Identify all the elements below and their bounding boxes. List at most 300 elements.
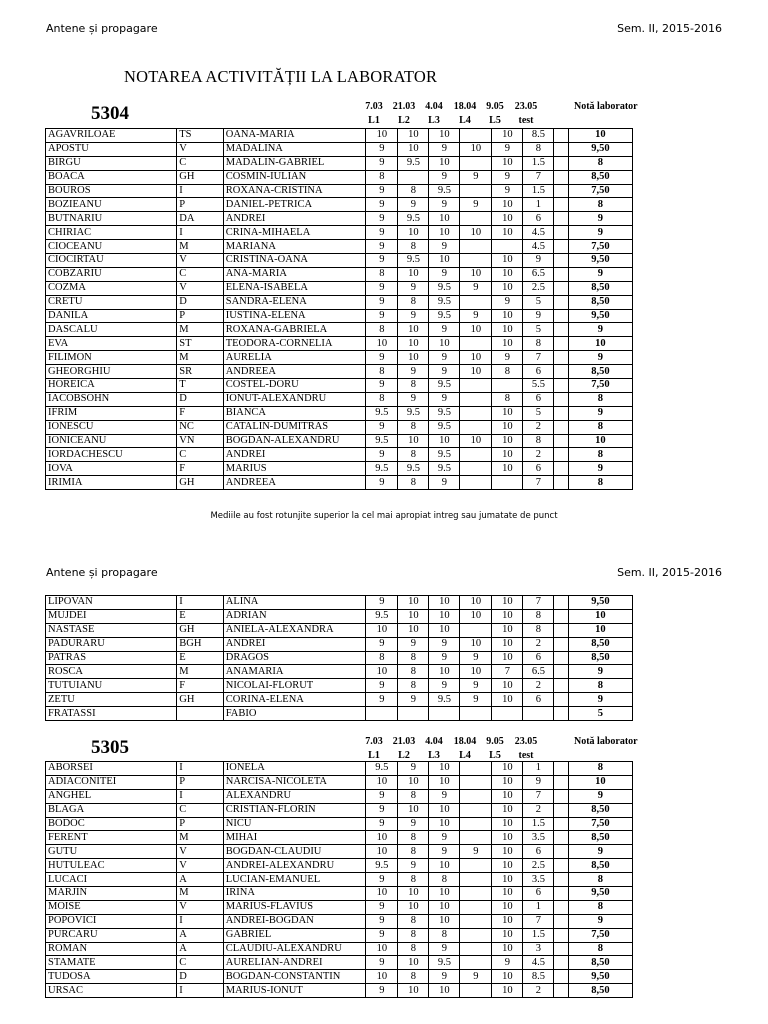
cell-surname: IOVA [46, 462, 177, 476]
cell-final-grade: 10 [568, 434, 632, 448]
cell-first-name: IRINA [223, 887, 366, 901]
cell-blank [554, 295, 568, 309]
cell-final-grade: 9 [568, 789, 632, 803]
cell-first-name: CLAUDIU-ALEXANDRU [223, 942, 366, 956]
cell-l5: 10 [492, 914, 523, 928]
cell-l2: 9.5 [398, 212, 429, 226]
cell-l3: 10 [429, 596, 460, 610]
lab-label: L1 [368, 750, 380, 761]
cell-blank [554, 775, 568, 789]
cell-l2: 10 [398, 623, 429, 637]
cell-l3: 9.5 [429, 379, 460, 393]
cell-l4: 10 [460, 609, 492, 623]
cell-initial: M [177, 887, 224, 901]
cell-first-name: CATALIN-DUMITRAS [223, 420, 366, 434]
cell-first-name: ROXANA-GABRIELA [223, 323, 366, 337]
cell-test: 8.5 [523, 129, 554, 143]
cell-surname: ROSCA [46, 665, 177, 679]
cell-l2: 10 [398, 434, 429, 448]
cell-final-grade: 10 [568, 609, 632, 623]
lab-label: L2 [398, 115, 410, 126]
cell-final-grade: 8,50 [568, 281, 632, 295]
cell-blank [554, 267, 568, 281]
cell-initial: I [177, 762, 224, 776]
cell-surname: BUTNARIU [46, 212, 177, 226]
cell-surname: PATRAS [46, 651, 177, 665]
cell-test: 1.5 [523, 156, 554, 170]
cell-l5: 10 [492, 970, 523, 984]
cell-first-name: CORINA-ELENA [223, 693, 366, 707]
cell-l3: 9.5 [429, 406, 460, 420]
cell-surname: COZMA [46, 281, 177, 295]
cell-blank [554, 365, 568, 379]
cell-first-name: MARIUS-IONUT [223, 984, 366, 998]
cell-l4: 9 [460, 198, 492, 212]
cell-first-name: ANDREI-BOGDAN [223, 914, 366, 928]
cell-surname: GUTU [46, 845, 177, 859]
cell-l2: 10 [398, 129, 429, 143]
cell-final-grade: 9,50 [568, 887, 632, 901]
table-row [46, 845, 633, 859]
cell-l4 [460, 184, 492, 198]
cell-first-name: BOGDAN-ALEXANDRU [223, 434, 366, 448]
table-row [46, 379, 633, 393]
table-row [46, 775, 633, 789]
course-name-page2: Antene și propagare [46, 566, 158, 579]
table-row [46, 184, 633, 198]
cell-final-grade: 8,50 [568, 831, 632, 845]
cell-l3: 9.5 [429, 309, 460, 323]
cell-l2: 8 [398, 831, 429, 845]
cell-l3: 9.5 [429, 281, 460, 295]
cell-test: 6.5 [523, 665, 554, 679]
cell-surname: CRETU [46, 295, 177, 309]
cell-first-name: TEODORA-CORNELIA [223, 337, 366, 351]
cell-l1: 9 [366, 596, 398, 610]
cell-initial: V [177, 900, 224, 914]
cell-l5: 9 [492, 956, 523, 970]
cell-l2: 8 [398, 914, 429, 928]
cell-initial: SR [177, 365, 224, 379]
cell-test: 9 [523, 309, 554, 323]
cell-l5: 10 [492, 323, 523, 337]
cell-l5: 10 [492, 198, 523, 212]
cell-l2: 8 [398, 679, 429, 693]
cell-test: 6 [523, 462, 554, 476]
table-row [46, 240, 633, 254]
cell-l2: 10 [398, 226, 429, 240]
cell-final-grade: 9 [568, 212, 632, 226]
cell-final-grade: 8,50 [568, 859, 632, 873]
cell-surname: BOZIEANU [46, 198, 177, 212]
cell-l4 [460, 254, 492, 268]
cell-blank [554, 212, 568, 226]
cell-l3: 9.5 [429, 693, 460, 707]
cell-l4 [460, 956, 492, 970]
cell-l2: 8 [398, 845, 429, 859]
cell-test: 6 [523, 693, 554, 707]
cell-blank [554, 323, 568, 337]
grades-table-5304-continued [45, 595, 633, 721]
cell-l1: 9 [366, 679, 398, 693]
cell-l2: 8 [398, 184, 429, 198]
cell-surname: IACOBSOHN [46, 392, 177, 406]
cell-l3: 9.5 [429, 295, 460, 309]
cell-first-name: ANAMARIA [223, 665, 366, 679]
cell-test: 2 [523, 420, 554, 434]
table-row [46, 198, 633, 212]
table-row [46, 693, 633, 707]
cell-l1: 9 [366, 803, 398, 817]
cell-l2: 9 [398, 637, 429, 651]
cell-first-name: COSTEL-DORU [223, 379, 366, 393]
cell-first-name: ALINA [223, 596, 366, 610]
cell-l2: 10 [398, 984, 429, 998]
cell-l1: 9 [366, 295, 398, 309]
cell-l5: 10 [492, 845, 523, 859]
cell-l5: 9 [492, 295, 523, 309]
cell-l4: 10 [460, 434, 492, 448]
cell-blank [554, 609, 568, 623]
grades-table-5304 [45, 128, 633, 490]
cell-first-name: ANDREI [223, 637, 366, 651]
cell-l4 [460, 942, 492, 956]
cell-blank [554, 184, 568, 198]
cell-l1 [366, 707, 398, 721]
cell-l2: 8 [398, 651, 429, 665]
cell-l1: 10 [366, 887, 398, 901]
cell-l3: 8 [429, 873, 460, 887]
cell-first-name: GABRIEL [223, 928, 366, 942]
cell-initial: NC [177, 420, 224, 434]
lab-date: 23.05 [514, 101, 538, 112]
cell-l5: 7 [492, 665, 523, 679]
cell-initial: F [177, 406, 224, 420]
cell-final-grade: 8 [568, 392, 632, 406]
lab-date: 21.03 [392, 101, 416, 112]
table-row [46, 448, 633, 462]
cell-initial: P [177, 198, 224, 212]
cell-surname: MUJDEI [46, 609, 177, 623]
table-row [46, 596, 633, 610]
cell-l4 [460, 129, 492, 143]
cell-blank [554, 420, 568, 434]
cell-l2: 10 [398, 887, 429, 901]
cell-l3: 10 [429, 129, 460, 143]
cell-l3: 10 [429, 900, 460, 914]
cell-final-grade: 8,50 [568, 651, 632, 665]
cell-l3: 9.5 [429, 448, 460, 462]
cell-test: 7 [523, 596, 554, 610]
cell-l1: 9.5 [366, 462, 398, 476]
cell-initial: D [177, 970, 224, 984]
cell-first-name: CRISTIAN-FLORIN [223, 803, 366, 817]
cell-test: 6 [523, 212, 554, 226]
cell-l3: 10 [429, 803, 460, 817]
cell-l1: 9 [366, 281, 398, 295]
cell-l5: 10 [492, 873, 523, 887]
table-row [46, 142, 633, 156]
cell-surname: HUTULEAC [46, 859, 177, 873]
cell-l1: 9 [366, 254, 398, 268]
cell-final-grade: 8 [568, 942, 632, 956]
cell-surname: FILIMON [46, 351, 177, 365]
lab-date: 18.04 [453, 736, 477, 747]
cell-first-name: ANDREEA [223, 365, 366, 379]
cell-l1: 9.5 [366, 609, 398, 623]
cell-test: 2.5 [523, 859, 554, 873]
cell-initial: A [177, 928, 224, 942]
cell-initial: GH [177, 170, 224, 184]
cell-test: 1 [523, 198, 554, 212]
table-row [46, 873, 633, 887]
cell-initial: GH [177, 623, 224, 637]
cell-initial: P [177, 775, 224, 789]
cell-test: 5.5 [523, 379, 554, 393]
cell-blank [554, 623, 568, 637]
cell-blank [554, 170, 568, 184]
cell-blank [554, 970, 568, 984]
cell-surname: FRATASSI [46, 707, 177, 721]
cell-surname: PADURARU [46, 637, 177, 651]
cell-l4 [460, 803, 492, 817]
cell-test: 8 [523, 337, 554, 351]
grades-table-5305 [45, 761, 633, 998]
cell-l1: 9.5 [366, 434, 398, 448]
cell-l1: 9 [366, 351, 398, 365]
cell-l1: 9.5 [366, 406, 398, 420]
cell-initial: F [177, 462, 224, 476]
cell-l1: 9 [366, 184, 398, 198]
cell-l1: 10 [366, 775, 398, 789]
cell-l1: 9.5 [366, 762, 398, 776]
cell-final-grade: 5 [568, 707, 632, 721]
cell-initial: I [177, 184, 224, 198]
cell-test: 3 [523, 942, 554, 956]
cell-surname: MOISE [46, 900, 177, 914]
cell-l2: 8 [398, 295, 429, 309]
cell-l4 [460, 775, 492, 789]
cell-test: 1 [523, 900, 554, 914]
cell-surname: TUTUIANU [46, 679, 177, 693]
lab-date: 4.04 [425, 736, 443, 747]
cell-l4: 10 [460, 142, 492, 156]
cell-surname: IRIMIA [46, 476, 177, 490]
cell-final-grade: 8 [568, 679, 632, 693]
cell-initial: E [177, 651, 224, 665]
cell-blank [554, 942, 568, 956]
cell-blank [554, 803, 568, 817]
cell-l2: 8 [398, 873, 429, 887]
cell-l1: 9 [366, 984, 398, 998]
group-title-5305: 5305 [91, 737, 129, 758]
cell-blank [554, 665, 568, 679]
cell-l1: 10 [366, 129, 398, 143]
cell-blank [554, 406, 568, 420]
cell-l4 [460, 448, 492, 462]
cell-blank [554, 707, 568, 721]
cell-l5: 10 [492, 623, 523, 637]
lab-label: L3 [428, 115, 440, 126]
cell-l1: 9 [366, 476, 398, 490]
cell-blank [554, 914, 568, 928]
table-row [46, 789, 633, 803]
cell-surname: BODOC [46, 817, 177, 831]
cell-l1: 9 [366, 240, 398, 254]
cell-l5: 10 [492, 420, 523, 434]
table-row [46, 803, 633, 817]
cell-first-name: ALEXANDRU [223, 789, 366, 803]
table-row [46, 462, 633, 476]
cell-l4: 10 [460, 267, 492, 281]
cell-test: 5 [523, 406, 554, 420]
cell-l1: 9 [366, 156, 398, 170]
cell-l4 [460, 887, 492, 901]
cell-final-grade: 9,50 [568, 254, 632, 268]
cell-l2: 9 [398, 365, 429, 379]
cell-initial: C [177, 448, 224, 462]
cell-l4: 9 [460, 693, 492, 707]
table-row [46, 942, 633, 956]
cell-l5: 10 [492, 984, 523, 998]
cell-test: 8 [523, 609, 554, 623]
cell-l2: 8 [398, 789, 429, 803]
cell-first-name: AURELIA [223, 351, 366, 365]
cell-l1: 9.5 [366, 859, 398, 873]
cell-l4: 10 [460, 365, 492, 379]
lab-label: L4 [459, 750, 471, 761]
cell-initial: D [177, 392, 224, 406]
cell-test: 6 [523, 887, 554, 901]
cell-first-name: NICOLAI-FLORUT [223, 679, 366, 693]
cell-final-grade: 7,50 [568, 817, 632, 831]
cell-l1: 8 [366, 170, 398, 184]
cell-test: 7 [523, 914, 554, 928]
cell-l3: 10 [429, 226, 460, 240]
cell-final-grade: 9 [568, 267, 632, 281]
cell-initial: A [177, 873, 224, 887]
cell-l4 [460, 392, 492, 406]
cell-l4 [460, 900, 492, 914]
cell-l3: 10 [429, 762, 460, 776]
cell-l5 [492, 707, 523, 721]
cell-test: 2 [523, 679, 554, 693]
cell-l4: 10 [460, 323, 492, 337]
cell-blank [554, 637, 568, 651]
table-row [46, 434, 633, 448]
cell-l1: 9 [366, 226, 398, 240]
cell-l5: 9 [492, 170, 523, 184]
cell-l3: 9.5 [429, 420, 460, 434]
lab-label: L3 [428, 750, 440, 761]
lab-date: 18.04 [453, 101, 477, 112]
cell-first-name: ANDREI [223, 448, 366, 462]
cell-surname: ADIACONITEI [46, 775, 177, 789]
cell-final-grade: 8,50 [568, 956, 632, 970]
cell-final-grade: 7,50 [568, 379, 632, 393]
cell-final-grade: 9,50 [568, 970, 632, 984]
cell-initial: V [177, 142, 224, 156]
cell-l4: 9 [460, 970, 492, 984]
cell-final-grade: 8,50 [568, 637, 632, 651]
cell-test: 2 [523, 803, 554, 817]
cell-l5: 8 [492, 392, 523, 406]
cell-l3: 10 [429, 817, 460, 831]
table-row [46, 956, 633, 970]
cell-initial: C [177, 803, 224, 817]
cell-surname: STAMATE [46, 956, 177, 970]
cell-final-grade: 8,50 [568, 803, 632, 817]
cell-blank [554, 789, 568, 803]
cell-blank [554, 984, 568, 998]
lab-date: 9.05 [486, 101, 504, 112]
cell-first-name: MARIUS-FLAVIUS [223, 900, 366, 914]
cell-l1: 10 [366, 831, 398, 845]
cell-l3: 9 [429, 651, 460, 665]
cell-test: 1.5 [523, 817, 554, 831]
cell-test [523, 707, 554, 721]
cell-first-name: COSMIN-IULIAN [223, 170, 366, 184]
lab-date: 7.03 [365, 736, 383, 747]
table-row [46, 351, 633, 365]
cell-blank [554, 240, 568, 254]
cell-l3: 10 [429, 859, 460, 873]
cell-initial: E [177, 609, 224, 623]
lab-date: 23.05 [514, 736, 538, 747]
lab-label: L1 [368, 115, 380, 126]
cell-l3 [429, 707, 460, 721]
cell-l5: 10 [492, 928, 523, 942]
cell-l4 [460, 789, 492, 803]
cell-surname: ANGHEL [46, 789, 177, 803]
cell-l1: 10 [366, 337, 398, 351]
cell-test: 3.5 [523, 873, 554, 887]
cell-l5: 10 [492, 212, 523, 226]
cell-blank [554, 351, 568, 365]
cell-surname: IORDACHESCU [46, 448, 177, 462]
cell-l5: 10 [492, 679, 523, 693]
cell-l3: 9 [429, 198, 460, 212]
cell-l5: 9 [492, 184, 523, 198]
cell-l5: 10 [492, 900, 523, 914]
cell-final-grade: 8 [568, 420, 632, 434]
cell-l1: 8 [366, 392, 398, 406]
cell-test: 1.5 [523, 928, 554, 942]
cell-surname: IONICEANU [46, 434, 177, 448]
cell-l2: 8 [398, 928, 429, 942]
cell-final-grade: 8,50 [568, 984, 632, 998]
cell-first-name: CRISTINA-OANA [223, 254, 366, 268]
table-row [46, 609, 633, 623]
cell-l3: 9 [429, 365, 460, 379]
cell-l5: 9 [492, 142, 523, 156]
table-row [46, 156, 633, 170]
cell-blank [554, 379, 568, 393]
cell-final-grade: 8,50 [568, 365, 632, 379]
cell-l3: 9 [429, 831, 460, 845]
cell-final-grade: 8 [568, 198, 632, 212]
table-row [46, 170, 633, 184]
cell-final-grade: 9 [568, 226, 632, 240]
cell-l4: 9 [460, 309, 492, 323]
cell-l1: 9 [366, 637, 398, 651]
cell-blank [554, 434, 568, 448]
cell-initial: M [177, 665, 224, 679]
cell-surname: DANILA [46, 309, 177, 323]
cell-surname: POPOVICI [46, 914, 177, 928]
cell-initial: I [177, 596, 224, 610]
cell-l5: 10 [492, 609, 523, 623]
